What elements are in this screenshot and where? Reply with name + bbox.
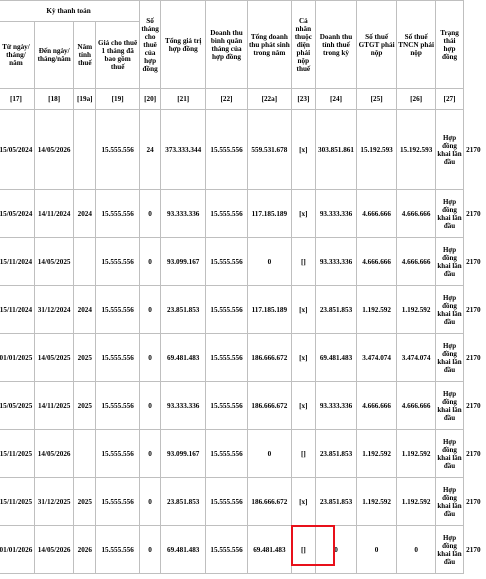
cell-avg: 15.555.556 (206, 382, 247, 430)
cell-status: Hợp đồng khai lần đầu (436, 238, 463, 286)
cell-extra: 2170 (466, 145, 481, 154)
cell-from: 15/11/2025 (0, 478, 34, 526)
cell-status: Hợp đồng khai lần đầu (436, 478, 463, 526)
cell-from: 15/11/2025 (0, 430, 34, 478)
cell-pit: 0 (396, 526, 436, 574)
cell-from: 15/11/2024 (0, 238, 34, 286)
cell-status: Hợp đồng khai lần đầu (436, 430, 463, 478)
cell-avg: 15.555.556 (206, 478, 247, 526)
cell-period-rev: 23.851.853 (315, 478, 357, 526)
cell-extra: 2170 (466, 401, 481, 410)
index-cell: [18] (34, 89, 74, 110)
index-cell: [17] (0, 89, 34, 110)
index-cell: [19a] (74, 89, 96, 110)
cell-year-rev: 0 (247, 238, 291, 286)
cell-extra: 2170 (466, 209, 481, 218)
cell-period-rev: 303.851.861 (315, 110, 357, 190)
cell-from: 01/01/2026 (0, 526, 34, 574)
table-row (0, 190, 483, 238)
cell-year-rev: 186.666.672 (247, 382, 291, 430)
index-cell: [23] (292, 89, 316, 110)
cell-status: Hợp đồng khai lần đầu (436, 526, 463, 574)
table-row (0, 430, 483, 478)
index-cell: [24] (315, 89, 357, 110)
cell-year-rev: 0 (247, 430, 291, 478)
cell-months: 0 (140, 478, 161, 526)
cell-vat: 0 (357, 526, 397, 574)
cell-year (74, 110, 96, 190)
col-year-rev: Tổng doanh thu phát sinh trong năm (247, 1, 291, 89)
col-total: Tổng giá trị hợp đồng (161, 1, 206, 89)
cell-total: 23.851.853 (161, 286, 206, 334)
cell-avg: 15.555.556 (206, 430, 247, 478)
cell-to: 14/05/2025 (34, 334, 74, 382)
cell-from: 01/01/2025 (0, 334, 34, 382)
cell-months: 0 (140, 286, 161, 334)
col-pit: Số thuế TNCN phải nộp (396, 1, 436, 89)
cell-vat: 4.666.666 (357, 190, 397, 238)
cell-year: 2025 (74, 334, 96, 382)
cell-taxable: [x] (292, 190, 316, 238)
index-cell: [22] (206, 89, 247, 110)
cell-avg: 15.555.556 (206, 286, 247, 334)
cell-taxable: [x] (292, 110, 316, 190)
cell-status: Hợp đồng khai lần đầu (436, 382, 463, 430)
cell-year-rev: 186.666.672 (247, 334, 291, 382)
col-taxable: Cá nhân thuộc diện phải nộp thuế (292, 1, 316, 89)
col-vat: Số thuế GTGT phải nộp (357, 1, 397, 89)
cell-price: 15.555.556 (96, 110, 140, 190)
cell-year: 2025 (74, 478, 96, 526)
cell-year: 2024 (74, 286, 96, 334)
cell-pit: 4.666.666 (396, 382, 436, 430)
col-year: Năm tính thuế (74, 22, 96, 89)
cell-extra: 2170 (466, 449, 481, 458)
col-status: Trạng thái hợp đồng (436, 1, 463, 89)
cell-price: 15.555.556 (96, 478, 140, 526)
cell-avg: 15.555.556 (206, 238, 247, 286)
cell-extra: 2170 (466, 545, 481, 554)
cell-price: 15.555.556 (96, 334, 140, 382)
cell-to: 31/12/2024 (34, 286, 74, 334)
cell-to: 14/11/2025 (34, 382, 74, 430)
table-row (0, 526, 483, 574)
cell-vat: 3.474.074 (357, 334, 397, 382)
cell-total: 373.333.344 (161, 110, 206, 190)
cell-months: 0 (140, 430, 161, 478)
table-row (0, 478, 483, 526)
cell-price: 15.555.556 (96, 526, 140, 574)
cell-period-rev: 93.333.336 (315, 190, 357, 238)
cell-taxable: [] (292, 430, 316, 478)
cell-period-rev: 0 (315, 526, 357, 574)
cell-avg: 15.555.556 (206, 334, 247, 382)
cell-year-rev: 117.185.189 (247, 286, 291, 334)
cell-avg: 15.555.556 (206, 526, 247, 574)
cell-taxable: [] (292, 238, 316, 286)
col-from: Từ ngày/ tháng/ năm (0, 22, 34, 89)
cell-price: 15.555.556 (96, 286, 140, 334)
cell-to: 14/05/2026 (34, 110, 74, 190)
cell-total: 69.481.483 (161, 526, 206, 574)
cell-to: 31/12/2025 (34, 478, 74, 526)
cell-total: 23.851.853 (161, 478, 206, 526)
cell-vat: 4.666.666 (357, 382, 397, 430)
cell-year: 2026 (74, 526, 96, 574)
cell-pit: 4.666.666 (396, 190, 436, 238)
cell-taxable: [x] (292, 382, 316, 430)
index-cell: [26] (396, 89, 436, 110)
group-header-payment-period: Kỳ thanh toán (0, 1, 140, 22)
cell-year-rev: 559.531.678 (247, 110, 291, 190)
table-row (0, 286, 483, 334)
cell-period-rev: 23.851.853 (315, 430, 357, 478)
cell-taxable: [x] (292, 478, 316, 526)
index-cell: [25] (357, 89, 397, 110)
cell-avg: 15.555.556 (206, 190, 247, 238)
cell-year: 2024 (74, 190, 96, 238)
cell-from: 15/05/2024 (0, 110, 34, 190)
cell-avg: 15.555.556 (206, 110, 247, 190)
cell-period-rev: 93.333.336 (315, 382, 357, 430)
cell-months: 24 (140, 110, 161, 190)
cell-months: 0 (140, 382, 161, 430)
cell-total: 93.333.336 (161, 190, 206, 238)
cell-extra: 2170 (466, 353, 481, 362)
index-cell: [22a] (247, 89, 291, 110)
cell-pit: 4.666.666 (396, 238, 436, 286)
cell-period-rev: 23.851.853 (315, 286, 357, 334)
cell-year (74, 430, 96, 478)
cell-total: 93.099.167 (161, 238, 206, 286)
cell-vat: 4.666.666 (357, 238, 397, 286)
index-cell: [20] (140, 89, 161, 110)
cell-price: 15.555.556 (96, 430, 140, 478)
cell-from: 15/05/2025 (0, 382, 34, 430)
cell-vat: 1.192.592 (357, 286, 397, 334)
cell-to: 14/11/2024 (34, 190, 74, 238)
cell-pit: 3.474.074 (396, 334, 436, 382)
index-cell: [19] (96, 89, 140, 110)
cell-total: 93.333.336 (161, 382, 206, 430)
cell-to: 14/05/2026 (34, 526, 74, 574)
cell-status: Hợp đồng khai lần đầu (436, 110, 463, 190)
cell-year-rev: 186.666.672 (247, 478, 291, 526)
cell-taxable: [] (292, 526, 316, 574)
cell-pit: 1.192.592 (396, 430, 436, 478)
cell-months: 0 (140, 526, 161, 574)
col-extra (463, 1, 483, 110)
col-period-rev: Doanh thu tính thuế trong kỳ (315, 1, 357, 89)
cell-status: Hợp đồng khai lần đầu (436, 286, 463, 334)
table-row (0, 110, 483, 190)
cell-to: 14/05/2026 (34, 430, 74, 478)
table-row (0, 334, 483, 382)
cell-vat: 15.192.593 (357, 110, 397, 190)
cell-price: 15.555.556 (96, 238, 140, 286)
cell-year: 2025 (74, 382, 96, 430)
cell-total: 93.099.167 (161, 430, 206, 478)
cell-pit: 1.192.592 (396, 286, 436, 334)
col-months: Số tháng cho thuê của hợp đồng (140, 1, 161, 89)
cell-months: 0 (140, 238, 161, 286)
cell-year (74, 238, 96, 286)
cell-year-rev: 69.481.483 (247, 526, 291, 574)
cell-price: 15.555.556 (96, 190, 140, 238)
cell-taxable: [x] (292, 286, 316, 334)
index-cell: [21] (161, 89, 206, 110)
cell-period-rev: 69.481.483 (315, 334, 357, 382)
cell-pit: 1.192.592 (396, 478, 436, 526)
cell-period-rev: 93.333.336 (315, 238, 357, 286)
cell-from: 15/11/2024 (0, 286, 34, 334)
cell-total: 69.481.483 (161, 334, 206, 382)
table-row (0, 238, 483, 286)
cell-extra: 2170 (466, 257, 481, 266)
cell-vat: 1.192.592 (357, 430, 397, 478)
index-cell: [27] (436, 89, 463, 110)
cell-taxable: [x] (292, 334, 316, 382)
table-row (0, 382, 483, 430)
cell-to: 14/05/2025 (34, 238, 74, 286)
cell-price: 15.555.556 (96, 382, 140, 430)
cell-status: Hợp đồng khai lần đầu (436, 334, 463, 382)
cell-extra: 2170 (466, 497, 481, 506)
cell-months: 0 (140, 190, 161, 238)
cell-status: Hợp đồng khai lần đầu (436, 190, 463, 238)
cell-months: 0 (140, 334, 161, 382)
col-to: Đến ngày/ tháng/năm (34, 22, 74, 89)
cell-extra: 2170 (466, 305, 481, 314)
cell-from: 15/05/2024 (0, 190, 34, 238)
cell-pit: 15.192.593 (396, 110, 436, 190)
col-avg: Doanh thu bình quân tháng của hợp đồng (206, 1, 247, 89)
cell-vat: 1.192.592 (357, 478, 397, 526)
cell-year-rev: 117.185.189 (247, 190, 291, 238)
col-price: Giá cho thuê 1 tháng đã bao gồm thuế (96, 22, 140, 89)
